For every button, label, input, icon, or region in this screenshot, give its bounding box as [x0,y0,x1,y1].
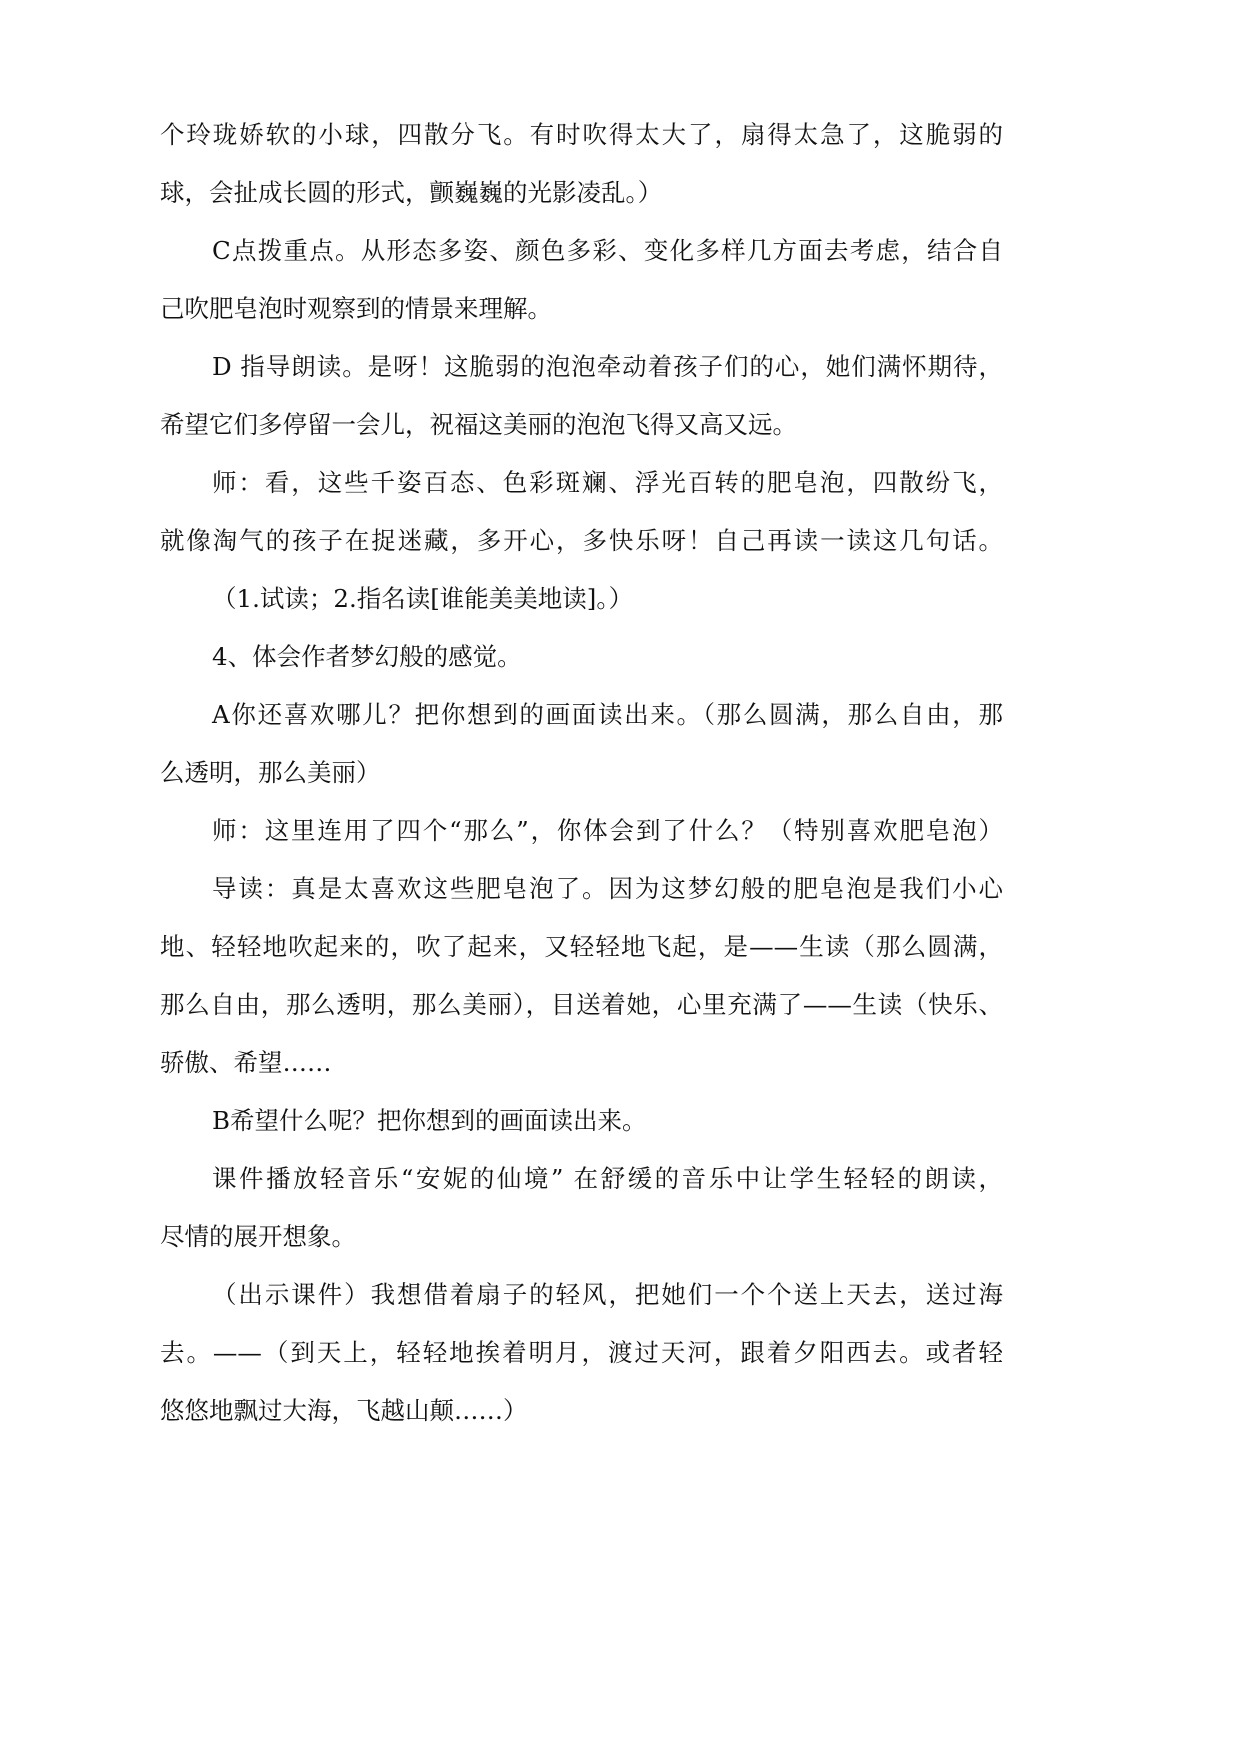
text-line: 骄傲、希望…… [160,1048,332,1077]
text-line: 师：看，这些千姿百态、色彩斑斓、浮光百转的肥皂泡，四散纷飞， [212,468,1003,497]
text-line: 球，会扯成长圆的形式，颤巍巍的光影凌乱。） [160,178,663,207]
text-line: B希望什么呢？把你想到的画面读出来。 [212,1106,647,1135]
text-line: D 指导朗读。是呀！这脆弱的泡泡牵动着孩子们的心，她们满怀期待， [212,352,1003,381]
paragraph [160,1150,1003,1266]
text-line: C点拨重点。从形态多姿、颜色多彩、变化多样几方面去考虑，结合自 [212,236,1003,265]
text-line: 么透明，那么美丽） [160,758,381,787]
text-line: （出示课件）我想借着扇子的轻风，把她们一个个送上天去，送过海 [212,1280,1003,1309]
paragraph [160,1092,1003,1150]
text-line: 师：这里连用了四个“那么”，你体会到了什么？（特别喜欢肥皂泡） [212,816,1003,845]
text-line: 悠悠地飘过大海，飞越山颠……） [160,1396,528,1425]
paragraph [160,222,1003,338]
paragraph [160,1266,1003,1440]
paragraph [160,860,1003,1092]
paragraph [160,106,1003,222]
document-body [160,106,1003,1440]
text-line: 那么自由，那么透明，那么美丽），目送着她，心里充满了——生读（快乐、 [160,990,1003,1019]
text-line: 地、轻轻地吹起来的，吹了起来，又轻轻地飞起，是——生读（那么圆满， [160,932,1003,961]
text-line: 去。——（到天上，轻轻地挨着明月，渡过天河，跟着夕阳西去。或者轻 [160,1338,1003,1367]
text-line: 导读：真是太喜欢这些肥皂泡了。因为这梦幻般的肥皂泡是我们小心 [212,874,1003,903]
text-line: 4、体会作者梦幻般的感觉。 [212,642,522,671]
paragraph [160,802,1003,860]
text-line: 就像淘气的孩子在捉迷藏，多开心，多快乐呀！自己再读一读这几句话。 [160,526,1003,555]
paragraph [160,686,1003,802]
text-line: A你还喜欢哪儿？把你想到的画面读出来。（那么圆满，那么自由，那 [212,700,1003,729]
text-line: 希望它们多停留一会儿，祝福这美丽的泡泡飞得又高又远。 [160,410,797,439]
text-line: 尽情的展开想象。 [160,1222,356,1251]
paragraph [160,570,1003,628]
section-heading [160,628,1003,686]
text-line: 课件播放轻音乐“安妮的仙境” 在舒缓的音乐中让学生轻轻的朗读， [212,1164,1003,1193]
paragraph [160,338,1003,454]
paragraph [160,454,1003,570]
text-line: 个玲珑娇软的小球，四散分飞。有时吹得太大了，扇得太急了，这脆弱的 [160,120,1003,149]
text-line: 己吹肥皂泡时观察到的情景来理解。 [160,294,552,323]
text-line: （1.试读；2.指名读[谁能美美地读]。） [212,584,634,613]
